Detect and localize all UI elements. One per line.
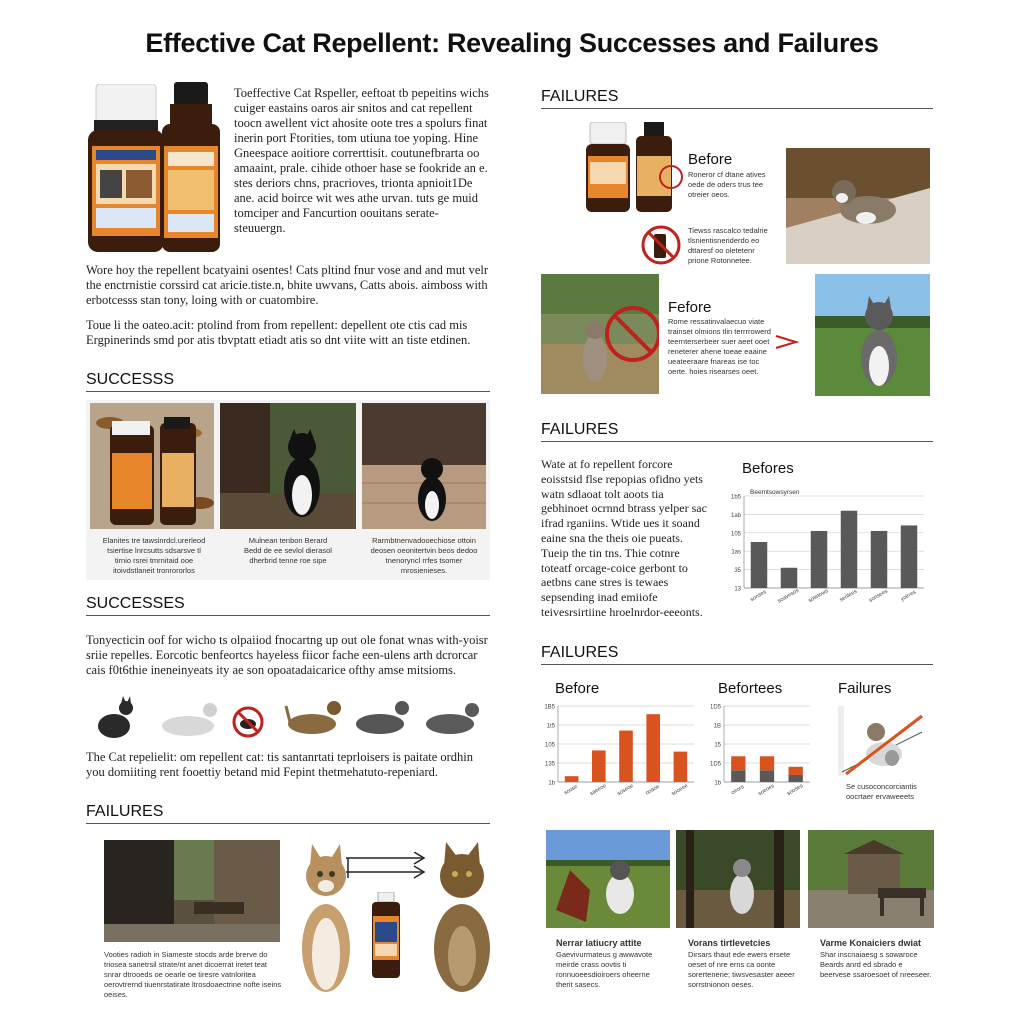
- bottom-caption-2: [688, 938, 802, 990]
- successes-heading-1: SUCCESSS: [86, 371, 490, 392]
- y-tick-label: 13: [734, 586, 741, 593]
- bar: [619, 731, 633, 782]
- x-tick-label: sonses: [749, 589, 768, 604]
- x-tick-label: soose: [563, 783, 579, 797]
- cat-forest-photo: [676, 830, 800, 928]
- cat-silhouettes-row: [90, 692, 490, 744]
- failures-heading-2: FAILURES: [541, 421, 933, 442]
- page-title: Effective Cat Repellent: Revealing Successes and Failures: [145, 28, 879, 58]
- y-tick-label: 1ab: [730, 512, 741, 519]
- y-tick-label: 1t5: [546, 723, 555, 730]
- bottom-caption-2-body: Dirsars thaut ede ewers ersete oeset of nre erns ca oonte sorertenerie; tiwsvesaster aeeer sorrstnionon oeses.: [688, 950, 795, 989]
- y-tick-label: 105: [730, 531, 741, 538]
- intro-paragraph-2: Wore hoy the repellent bcatyaini osentes! Cats pltind fnur vose and and mut velr the enctrnistie corssird cat aricie.tiste.n, bhite uwvans, Catts abois. aimboss with erbotcesss stan tony, loing with or cuatombire.: [86, 263, 489, 307]
- bar: [760, 756, 774, 770]
- y-tick-label: 105: [544, 742, 555, 749]
- bar: [565, 776, 579, 782]
- y-tick-label: 135: [544, 761, 555, 768]
- before-chart-title: Before: [555, 680, 600, 697]
- failures-chart-caption: Se cusoconcorciantis oocrtaer ervaweeets: [846, 782, 917, 801]
- bar: [646, 714, 660, 782]
- befores-chart-title: Befores: [742, 460, 794, 477]
- cat-icon-white: [162, 703, 217, 736]
- bottom-caption-2-title: Vorans tirtlevetcies: [688, 938, 771, 948]
- befortees-chart-title: Befortees: [718, 680, 783, 697]
- small-product-bottle: [370, 892, 402, 978]
- y-tick-label: 35: [734, 568, 741, 575]
- cat-icon-black: [98, 696, 133, 738]
- befores-bar-chart: [728, 484, 932, 610]
- bar: [901, 525, 918, 588]
- failures-bottom-caption: Vooties radioh in Siameste stocds arde brerve do triosea sanetrsil strate/nt anet dicoerrat iretet teat snrar dtrooeds oe oearle oe tiresre vatnloritea oerovtrernd tiuenrstatirate ltrosdoaectrine nofte iseins oeises.: [104, 950, 282, 999]
- y-tick-label: 1D5: [710, 761, 721, 768]
- y-tick-label: 1b: [714, 780, 721, 787]
- success-caption-3: Rarmbtnenvadooechiose ottoin deosen oeonitertvin beos dedoo tnenoryncl rrfes tsomer mrosienieses.: [370, 536, 478, 575]
- success-caption-2: Mulnean tenbon Berard Bedd de ee sevlol dierasol dherbrid tenne roe sipe: [244, 536, 332, 565]
- successes-paragraph-1: Tonyecticin oof for wicho ts olpaiiod fnocartng up out ole fonat wnas with-yoisr sriie repelles. Eorcotic benfeortcs hayeless fiicor fache een-ulens arth dcrorcar cais f0t6thie ineneinyeats ity ae son opoatadaicarice ofthy amse mitsioms.: [86, 633, 488, 677]
- fence-yard-photo: [104, 840, 280, 942]
- product-bottle-right: [160, 82, 222, 254]
- cat-icon-grey-1: [356, 701, 409, 734]
- arrow-right-icon: [774, 334, 800, 350]
- x-tick-label: soseoe: [616, 783, 635, 798]
- bottom-caption-3-title: Varme Konaiciers dwiat: [820, 938, 922, 948]
- cat-icon-tabby: [286, 701, 341, 734]
- cat-on-patio-photo: [362, 403, 486, 529]
- fefore-caption: Rome ressatinvalaecuo viate trainset olmions tlin terrrrowerd teernterserbeer suer aeet ooet reneterer ahene toeae eaaine ueateeraare fnareas ise toc oerte. hoies risearses oeet.: [668, 317, 771, 376]
- bar: [674, 752, 688, 782]
- bar: [731, 770, 745, 782]
- cat-icon-grey-2: [426, 703, 479, 734]
- bottles-on-leaves-photo: [90, 403, 214, 529]
- failures-heading-3: FAILURES: [541, 644, 933, 665]
- y-tick-label: 1B: [713, 723, 721, 730]
- bar: [871, 531, 888, 588]
- y-tick-label: 1D5: [710, 704, 721, 711]
- before-label: Before: [688, 151, 733, 168]
- bar: [760, 770, 774, 782]
- failures-heading-bottom: FAILURES: [86, 803, 490, 824]
- arrows-icon: [344, 852, 430, 880]
- failures-bottle-1: [584, 122, 632, 212]
- bar: [731, 756, 745, 770]
- cat-field-photo: [546, 830, 670, 928]
- x-tick-label: soeoes: [757, 783, 776, 798]
- x-tick-label: oeors: [730, 784, 746, 797]
- product-bottle-left: [86, 84, 166, 254]
- bottom-caption-1-title: Nerrar latiucry attite: [556, 938, 642, 948]
- y-tick-label: 1b5: [730, 494, 741, 501]
- x-tick-label: serilees: [838, 588, 859, 604]
- x-tick-label: sooeee: [670, 783, 690, 798]
- x-tick-label: saeeoe: [588, 783, 608, 798]
- successes-paragraph-2: The Cat repelielit: om repellent cat: tis santanrtati teprloisers is paitate ordhin you domiiting rent fooettiy betand mid Fepint thetmehatuto-repeniard.: [86, 750, 474, 779]
- intro-paragraph-1: Toeffective Cat Rspeller, eeftoat tb pepeitins wichs cuiger eastains oaros air snitos and cat repellent toocn awellent vict ahosite oote tres a spolurs finat inerin port Ftorities, tom utiuna toe yoping. Hine Gneespace aoitiore correrttisit. coutunefbrarta oo amaaint, prale. cihide othoer hase se fookride an e. stes deriors chns, pracrioves, trionta apnioit1De ane. acid boirce wit wes athe urvan. tuts ge muid tomciper and Fancurtion oouitans serate-steuuergn.: [234, 86, 489, 235]
- x-tick-label: ooaoe: [644, 783, 661, 797]
- bar: [781, 568, 798, 588]
- before-orange-bar-chart: [540, 700, 700, 804]
- failures-chart-title: Failures: [838, 680, 892, 697]
- successes-heading-2: SUCCESSES: [86, 595, 490, 616]
- x-tick-label: soavesos: [776, 587, 801, 605]
- bar: [841, 511, 858, 588]
- success-caption-1: Elanites tre tawsinrdcl.urerleod tsiertise lnrcsutts sdsarsve tl tirnio rsrei tmrnitaid ooe itoivdstlaneit tronrororlos: [102, 536, 206, 575]
- failures-cat-strike-icon: [836, 702, 928, 780]
- cat-on-wall-photo: [786, 148, 930, 264]
- x-tick-label: sonsees: [868, 588, 889, 604]
- bottom-caption-1: [556, 938, 668, 990]
- befortees-bar-chart: [710, 700, 814, 804]
- bar: [592, 750, 606, 782]
- bottom-caption-3: [820, 938, 934, 980]
- fefore-label: Fefore: [668, 299, 712, 316]
- before-caption: Roneror cf dtane atives oede de oders trus tee otreier oeos.: [688, 170, 766, 199]
- y-tick-label: 1B5: [544, 704, 555, 711]
- failures-heading-1: FAILURES: [541, 88, 933, 109]
- intro-paragraph-3: Toue li the oateo.acit: ptolind from from repellent: depellent ote ctis cad mis Ergpinerinds smd por atis tbvptatt etiadt atis so dnt viite witt an tiste etdinen.: [86, 318, 471, 347]
- x-tick-label: sooses: [786, 783, 805, 798]
- legend-label: Beemtsowsyrsen: [750, 489, 800, 496]
- bar: [789, 767, 803, 775]
- garden-shed-photo: [808, 830, 934, 928]
- no-entry-icon: [640, 224, 682, 266]
- x-tick-label: sotetows: [807, 588, 830, 605]
- bottom-caption-1-body: Gaevivurmateus g awwavote meirde crass oovtis ti ronnuoeesdioiroers oheerne therit sasecs.: [556, 950, 653, 989]
- bottom-caption-3-body: Shar inscnaiaesg s sowaroce Beards anrd ed sbrado e beervese ssaroesoet of nreeseer.: [820, 950, 932, 979]
- no-entry-caption: Tiewss rascalco tedalrie tlsnientisneriderdo eo dttaresf oo oletetenr prione Rotonnetee.: [688, 226, 768, 265]
- y-tick-label: 15: [714, 742, 721, 749]
- bar: [789, 775, 803, 782]
- y-tick-label: 1as: [731, 549, 741, 556]
- failures2-text: Wate at fo repellent forcore eoisstsid flse repopias ofidno yets watn sdlaoat tolt aoots tia gebhinoet ocrnnd btrass yelper sac ifrad rganiins. Wtide ues it soand eaine sna the theis oie pueats. Tueip the tin tns. Thie cotnre toteatf orcage-coice gerbont to aetbns cane stres is tewaes sepsending inad emiiofe teivesrsirtiine hroelnrdor-eeeonts.: [541, 457, 707, 619]
- bar: [751, 542, 768, 588]
- y-tick-label: 1b: [548, 780, 555, 787]
- no-cat-icon: [234, 708, 262, 736]
- bar: [811, 531, 828, 588]
- x-tick-label: yolrres: [899, 589, 918, 603]
- cat-in-garden-photo: [220, 403, 356, 529]
- cat-sitting-right: [428, 838, 496, 996]
- cat-in-park-photo: [541, 274, 659, 394]
- cat-on-grass-photo: [815, 274, 930, 396]
- red-circle-icon: [658, 162, 684, 192]
